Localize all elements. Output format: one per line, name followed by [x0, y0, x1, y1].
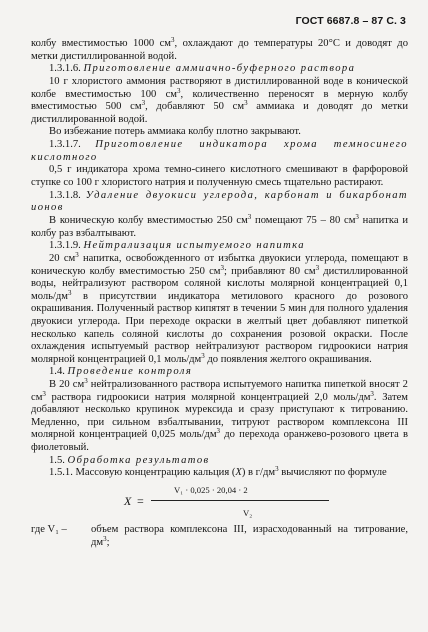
- variable-end: ;: [106, 536, 110, 548]
- superscript: 3: [68, 288, 72, 297]
- variable-text: объем раствора комплексона III, израсходованный на титрование, дм: [91, 524, 408, 548]
- superscript: 3: [42, 389, 46, 398]
- section-heading: Приготовление аммиачно-буферного раствора: [83, 63, 356, 75]
- page-header: ГОСТ 6687.8 – 87 С. 3: [295, 15, 406, 27]
- superscript: 3: [177, 86, 181, 95]
- text-run: в присутствии индикатора метилового красного до розового окрашивания. Полученный раствор кипятят в течении 5 мин для полного удаления двуокиси углерода. При переходе окраски в желтый цвет добавляют пипеткой несколько капель соляной кислоты до сохранения розовой окраски. После охлаждения испытуемый раствор нейтрализуют раствором гидроокиси натрия молярной концентрацией 0,1 моль/дм: [31, 290, 408, 365]
- superscript: 3: [315, 263, 320, 272]
- text-run: 1.3.1.9.: [49, 240, 84, 252]
- text-run: 20 см: [49, 252, 76, 264]
- variable-label: где V₁ –: [31, 524, 67, 535]
- text-run: 1.3.1.7.: [49, 139, 96, 151]
- formula-numerator: V₁ · 0,025 · 20,04 · 2: [174, 485, 248, 495]
- text-run: ) в г/дм: [241, 467, 276, 479]
- text-run: 1.5.1. Массовую концентрацию кальция (: [49, 467, 236, 479]
- text-run: напитка и колбу раз взбалтывают.: [31, 214, 408, 239]
- formula-denominator: V₂: [243, 508, 253, 518]
- paragraph: [31, 240, 408, 253]
- text-run: помещают 75 – 80 см: [251, 214, 356, 226]
- paragraph: [31, 467, 408, 480]
- section-heading: Удаление двуокиси углерода, карбонат и бикарбонат ионов: [31, 189, 408, 214]
- text-run: напитка, освобожденного от избытка двуокиси углерода, помещают в коническую колбу вместимостью 250 см: [31, 252, 408, 277]
- text-run: 10 г хлористого аммония растворяют в дистиллированной воде в конической колбе вместимостью 100 см: [31, 75, 408, 100]
- section-heading: Нейтрализация испытуемого напитка: [83, 240, 305, 252]
- formula-equals: =: [137, 494, 144, 508]
- paragraph: [31, 76, 408, 126]
- text-run: до перехода оранжево-розового цвета в фиолетовый.: [31, 429, 408, 454]
- variable-description: [91, 524, 408, 549]
- text-run: X: [235, 467, 242, 479]
- superscript: 3: [244, 99, 248, 108]
- superscript: 3: [247, 212, 252, 221]
- text-run: колбу вместимостью 1000 см: [31, 38, 172, 49]
- variable-definition: [31, 524, 408, 549]
- superscript: 3: [84, 377, 88, 386]
- text-run: , добавляют 50 см: [145, 101, 245, 113]
- text-run: . Затем добавляют несколько крупинок мурексида и сразу приступают к титрованию. Медленно, при сильном взбалтывании, титруют раствором комплексона III молярной концентрацией 0,025 моль/дм: [31, 391, 408, 441]
- superscript: 3: [370, 389, 374, 398]
- formula-lhs: X: [124, 494, 132, 508]
- document-body: [31, 38, 408, 549]
- paragraph: [31, 379, 408, 455]
- text-run: В 20 см: [49, 379, 85, 391]
- text-run: 0,5 г индикатора хрома темно-синего кислотного смешивают в фарфоровой ступке со 100 г хлористого натрия и полученную смесь тщательно растирают.: [31, 164, 408, 188]
- paragraphs: [31, 38, 408, 480]
- superscript: 3: [355, 212, 359, 221]
- text-run: , охлаждают до температуры 20°С и доводят до метки дистиллированной водой.: [31, 38, 408, 62]
- text-run: 1.3.1.8.: [49, 189, 86, 201]
- section-heading: Приготовление индикатора хрома темносинего кислотного: [31, 139, 408, 163]
- text-run: Во избежание потерь аммиака колбу плотно закрывают.: [49, 126, 301, 138]
- fraction-bar: [151, 500, 329, 501]
- text-run: дистиллированной воды, нейтрализуют раствором соляной кислоты молярной концентрацией 0,1 моль/дм: [31, 265, 408, 302]
- superscript: 3: [171, 36, 175, 44]
- section-heading: Обработка результатов: [67, 454, 210, 466]
- text-run: нейтрализованного раствора испытуемого напитка пипеткой вносят 2 см: [31, 379, 408, 403]
- superscript: 3: [220, 263, 225, 272]
- text-run: В коническую колбу вместимостью 250 см: [49, 214, 248, 226]
- paragraph: [31, 250, 408, 366]
- superscript: 3: [141, 99, 146, 108]
- text-run: 1.3.1.6.: [49, 63, 84, 75]
- superscript: 3: [216, 427, 221, 436]
- superscript: 3: [275, 465, 279, 474]
- text-run: 1.5.: [49, 454, 68, 466]
- text-run: 1.4.: [49, 366, 68, 378]
- text-run: , количественно переносят в мерную колбу вместимостью 500 см: [31, 88, 408, 113]
- paragraph: [31, 38, 408, 63]
- text-run: вычисляют по формуле: [278, 467, 387, 479]
- paragraph: [31, 63, 408, 76]
- superscript: 3: [201, 351, 205, 360]
- text-run: ; прибавляют 80 см: [224, 265, 316, 277]
- text-run: раствора гидроокиси натрия молярной концентрацией 2,0 моль/дм: [45, 391, 371, 403]
- paragraph: [31, 455, 408, 468]
- superscript: 3: [75, 250, 79, 259]
- paragraph: [31, 190, 408, 215]
- text-run: аммиака и доводят до метки дистиллированной водой.: [31, 101, 408, 125]
- section-heading: Проведение контроля: [67, 366, 193, 378]
- paragraph: [31, 139, 408, 164]
- paragraph: [31, 164, 408, 189]
- formula: [31, 482, 408, 524]
- paragraph: [31, 212, 408, 240]
- paragraph: [31, 126, 408, 139]
- variable-unit-exp: 3: [103, 534, 107, 543]
- text-run: до появления желтого окрашивания.: [204, 353, 372, 365]
